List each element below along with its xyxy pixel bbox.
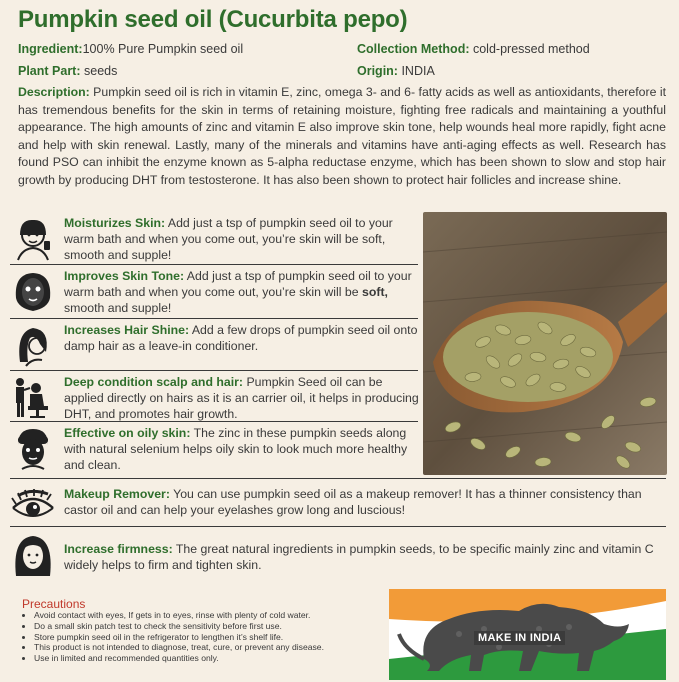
benefit-body: Add just a tsp of pumpkin seed oil to your warm bath and when you come out, you’re skin will be soft, smooth and supple! bbox=[64, 216, 393, 262]
benefit-title: Increase firmness: bbox=[64, 542, 173, 556]
benefit-text bbox=[64, 425, 420, 473]
oily-skin-icon bbox=[10, 425, 56, 471]
description-text: Pumpkin seed oil is rich in vitamin E, zinc, omega 3- and 6- fatty acids as well as antioxidants, therefore it has tremendous benefits for the skin in terms of retaining moisture, fighting free radicals and maintaining a youthful appearance. The high amounts of zinc and vitamin E also improve skin tone, help wounds heal more rapidly, fight acne and help with skin renewal. Lastly, many of the minerals and vitamins have anti-aging effects as well. Research has found PSO can inhibit the enzyme known as 5-alpha reductase enzyme, which has been shown to slow and stop hair growth by producing DHT from testosterone. It has also been shown to protect hair follicles and increase shine. bbox=[18, 85, 666, 187]
divider bbox=[10, 421, 418, 422]
collection-key: Collection Method: bbox=[357, 42, 470, 56]
benefit-text bbox=[64, 322, 420, 354]
hair-salon-icon bbox=[10, 374, 56, 420]
benefit-skin-tone bbox=[10, 268, 420, 316]
precaution-item: • Avoid contact with eyes, If gets in to eyes, rinse with plenty of cold water. bbox=[34, 610, 382, 621]
origin-value: INDIA bbox=[401, 64, 435, 78]
plant-part-row bbox=[18, 64, 117, 78]
precautions-list bbox=[22, 610, 382, 664]
divider bbox=[10, 526, 666, 527]
benefit-title: Improves Skin Tone: bbox=[64, 269, 185, 283]
benefit-firmness bbox=[10, 532, 670, 578]
firm-skin-icon bbox=[10, 532, 56, 578]
divider bbox=[10, 478, 666, 479]
collection-row bbox=[357, 42, 590, 56]
benefit-title: Increases Hair Shine: bbox=[64, 323, 190, 337]
plant-part-value: seeds bbox=[84, 64, 118, 78]
benefit-body: The great natural ingredients in pumpkin seeds, to be specific mainly zinc and vitamin C widely helps to firm and tighten skin. bbox=[64, 542, 654, 572]
divider bbox=[10, 318, 418, 319]
benefit-title: Moisturizes Skin: bbox=[64, 216, 166, 230]
precaution-item: • Do a small skin patch test to check the sensitivity before first use. bbox=[34, 621, 382, 632]
pumpkin-seeds-photo bbox=[423, 212, 667, 475]
origin-row bbox=[357, 64, 435, 78]
benefit-makeup-remover bbox=[10, 486, 670, 526]
benefit-title: Makeup Remover: bbox=[64, 487, 170, 501]
benefit-title: Effective on oily skin: bbox=[64, 426, 191, 440]
benefit-body: The zinc in these pumpkin seeds along with natural selenium helps oily skin to look much more healthy and clean. bbox=[64, 426, 408, 472]
ingredient-value: 100% Pure Pumpkin seed oil bbox=[82, 42, 244, 56]
face-cream-icon bbox=[10, 215, 56, 261]
benefit-tail: smooth and supple! bbox=[64, 301, 172, 315]
ingredient-key: Ingredient: bbox=[18, 42, 83, 56]
precaution-item: • Use in limited and recommended quantities only. bbox=[34, 653, 382, 664]
precautions-title: Precautions bbox=[22, 597, 86, 611]
origin-key: Origin: bbox=[357, 64, 398, 78]
plant-part-key: Plant Part: bbox=[18, 64, 81, 78]
precaution-item: • Store pumpkin seed oil in the refrigerator to lengthen it’s shelf life. bbox=[34, 632, 382, 643]
benefit-body: Pumpkin Seed oil can be applied directly on hairs as it is an carrier oil, it helps in producing DHT, and promotes hair growth. bbox=[64, 375, 419, 421]
benefit-body: You can use pumpkin seed oil as a makeup remover! It has a thinner consistency than castor oil and can help your eyelashes grow long and luscious! bbox=[64, 487, 642, 517]
make-in-india-label: MAKE IN INDIA bbox=[474, 631, 565, 645]
description bbox=[18, 84, 666, 190]
benefit-hair-shine bbox=[10, 322, 420, 368]
benefit-text bbox=[64, 215, 420, 263]
benefit-moisturizes bbox=[10, 215, 420, 263]
page-title: Pumpkin seed oil (Cucurbita pepo) bbox=[18, 6, 408, 33]
benefit-text bbox=[64, 268, 420, 316]
ingredient-row bbox=[18, 42, 243, 56]
collection-value: cold-pressed method bbox=[472, 42, 590, 56]
divider bbox=[10, 264, 418, 265]
benefit-bold: soft, bbox=[362, 285, 388, 299]
divider bbox=[10, 370, 418, 371]
description-key: Description: bbox=[18, 85, 90, 99]
precaution-item: • This product is not intended to diagnose, treat, cure, or prevent any disease. bbox=[34, 642, 382, 653]
benefit-body: Add a few drops of pumpkin seed oil onto damp hair as a leave-in conditioner. bbox=[64, 323, 418, 353]
hair-shine-icon bbox=[10, 322, 56, 368]
benefit-deep-condition bbox=[10, 374, 420, 420]
benefit-title: Deep condition scalp and hair: bbox=[64, 375, 244, 389]
benefit-text bbox=[64, 541, 672, 573]
benefit-body: Add just a tsp of pumpkin seed oil to your warm bath and when you come out, you’re skin will be bbox=[64, 269, 412, 299]
benefit-oily-skin bbox=[10, 425, 420, 475]
face-mask-icon bbox=[10, 268, 56, 314]
benefit-text bbox=[64, 486, 672, 518]
benefit-text bbox=[64, 374, 420, 422]
